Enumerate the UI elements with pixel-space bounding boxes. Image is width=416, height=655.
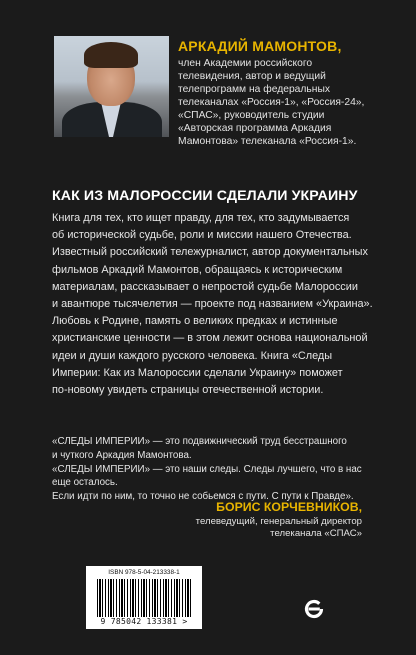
isbn-text: ISBN 978-5-04-213338-1: [108, 569, 180, 576]
description-line: Любовь к Родине, память о великих предках и истинные: [52, 315, 338, 328]
author-bio-line: член Академии российского: [178, 58, 313, 69]
description-line: идеи и души каждого русского человека. Книга «Следы: [52, 349, 333, 362]
description-line: и авантюре тысячелетия — проекте под названием «Украина».: [52, 298, 373, 311]
book-description: [52, 210, 382, 399]
author-name: АРКАДИЙ МАМОНТОВ,: [178, 38, 342, 54]
barcode: [86, 566, 202, 629]
quote-line: «СЛЕДЫ ИМПЕРИИ» — это подвижнический труд бесстрашного: [52, 436, 347, 447]
eksmo-logo-icon: [302, 597, 326, 621]
description-line: по-новому увидеть страницы отечественной истории.: [52, 384, 324, 397]
description-line: об исторической судьбе, роли и миссии нашего Отечества.: [52, 229, 352, 242]
author-bio-line: «СПАС», руководитель студии: [178, 110, 325, 121]
quote-line: и чуткого Аркадия Мамонтова.: [52, 449, 192, 461]
endorsement-quote: [52, 435, 382, 504]
author-bio-line: телевидения, автор и ведущий: [178, 71, 326, 82]
barcode-bars: [97, 579, 191, 617]
quote-line: Если идти по ним, то точно не собьемся с пути. С пути к Правде».: [52, 491, 354, 503]
quote-line: еще осталось.: [52, 477, 118, 489]
book-title: КАК ИЗ МАЛОРОССИИ СДЕЛАЛИ УКРАИНУ: [52, 188, 358, 204]
quote-author-role-line: телеканала «СПАС»: [270, 528, 362, 539]
description-line: материалам, рассказывает о непростой судьбе Малороссии: [52, 280, 358, 293]
author-bio-line: телеканалах «Россия-1», «Россия-24»,: [178, 97, 365, 108]
quote-line: «СЛЕДЫ ИМПЕРИИ» — это наши следы. Следы лучшего, что в нас: [52, 463, 362, 475]
author-bio-line: Мамонтова» телеканала «Россия-1».: [178, 136, 357, 147]
quote-author-role-line: телеведущий, генеральный директор: [195, 516, 362, 527]
quote-author-role: [196, 516, 362, 540]
description-line: христианские ценности — в этом лежит основа национальной: [52, 332, 368, 345]
author-bio-line: «Авторская программа Аркадия: [178, 123, 332, 134]
description-line: Империи: Как из Малороссии сделали Украину» поможет: [52, 366, 343, 379]
barcode-number: 9 785042 133381 >: [100, 617, 188, 626]
quote-author-name: БОРИС КОРЧЕВНИКОВ,: [216, 500, 362, 514]
description-line: фильмов Аркадий Мамонтов, обращаясь к историческим: [52, 263, 343, 276]
author-bio: [178, 57, 398, 148]
author-bio-line: телепрограмм на федеральных: [178, 84, 331, 95]
description-line: Книга для тех, кто ищет правду, для тех, кто задумывается: [52, 212, 350, 224]
description-line: Известный российский тележурналист, автор документальных: [52, 246, 368, 259]
author-photo: [54, 36, 169, 137]
